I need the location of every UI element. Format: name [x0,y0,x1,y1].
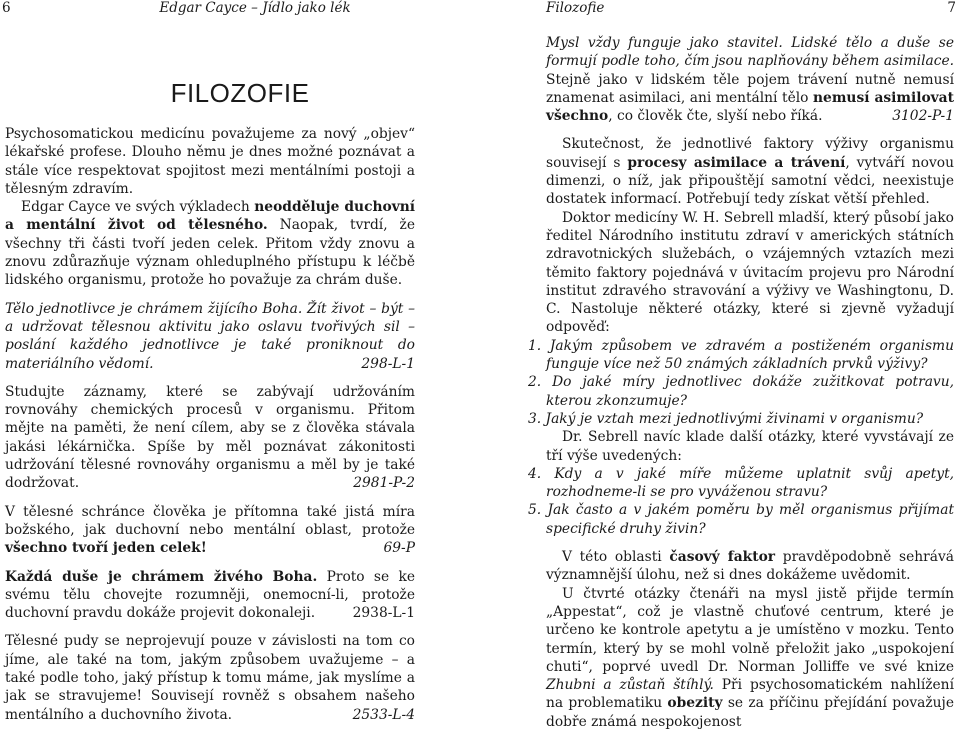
left-quote-1-ref: 298-L-1 [361,355,415,372]
left-page [0,0,480,723]
left-quote-5: Tělesné pudy se neprojevují pouze v závislosti na tom co jíme, ale také na tom, jakým způsobem uvažujeme – a také podle toho, jaký přístup k tomu máme, jak myslíme a jak se stravujeme! Souvisejí rovněž s obsahem našeho mentálního a duchovního života. 2533-L-4 [5,633,415,723]
left-paragraph-2: Edgar Cayce ve svých výkladech neodděluje duchovní a mentální život od tělesného. Naopak, tvrdí, že všechny tři části tvoří jeden celek. Přitom vždy znovu a znovu zdůrazňuje význam ohleduplného přístupu k léčbě lidského organismu, protože ho považuje za chrám duše. [5,199,415,289]
left-text-column [5,125,415,724]
question-2: 2. Do jaké míry jednotlivec dokáže zužitkovat potravu, kterou zkonzumuje? [528,374,954,409]
question-4: 4. Kdy a v jaké míře můžeme uplatnit svůj apetyt, rozhodneme-li se pro vyváženou stravu? [528,465,954,501]
left-quote-4: Každá duše je chrámem živého Boha. Proto se ke svému tělu chovejte rozumněji, onemocní-li, protože duchovní pravdu dokáže projevit dokonaleji. 2938-L-1 [5,568,415,622]
right-paragraph-5: V této oblasti časový faktor pravděpodobně sehrává významnější úlohu, než si dnes dokážeme uvědomit. [546,549,954,584]
right-text-column [528,34,954,731]
left-paragraph-1: Psychosomatickou medicínu považujeme za nový „objev“ lékařské profese. Dlouho němu je dnes možné poznávat a stále více respektovat spojitost mezi mentálními postoji a tělesným zdravím. [5,126,415,197]
right-paragraph-3: Doktor medicíny W. H. Sebrell mladší, který působí jako ředitel Národního institutu zdraví v amerických státních zdravotnických služebách, o vzájemných vztazích mezi těmito faktory pojednává v úvitacím projevu pro Národní institut zdravého stravování a výživy ve Washingtonu, D. C. Nastoluje některé otázky, které si zjevně vyžadují odpověď: [546,209,954,336]
left-quote-2: Studujte záznamy, které se zabývají udržováním rovnováhy chemických procesů v organismu. Přitom mějte na paměti, že není cílem, aby se z člověka stávala jakási lékárnička. Spíše by měl poznávat zákonitosti udržování tělesné rovnováhy organismu a měl by je také dodržovat. 2981-P-2 [5,383,415,492]
right-page-number: 7 [947,0,956,16]
left-quote-4-ref: 2938-L-1 [352,605,415,622]
question-1: 1. Jakým způsobem ve zdravém a postiženém organismu funguje více než 50 známých základních prvků výživy? [528,337,954,373]
left-quote-2-ref: 2981-P-2 [353,475,415,492]
left-header [0,0,480,18]
right-paragraph-2: Skutečnost, že jednotlivé faktory výživy organismu souvisejí s procesy asimilace a trávení, vytváří novou dimenzi, o níž, jak připouštějí samotní vědci, neexistuje dostatek informací. Potřebují tedy získat větší přehled. [546,136,954,208]
right-quote-1: Mysl vždy funguje jako stavitel. Lidské tělo a duše se formují podle toho, čím jsou naplňovány během asimilace. Stejně jako v lidském těle pojem trávení nutně nemusí znamenat asimilaci, ani mentální tělo nemusí asimilovat všechno, co člověk čte, slyší nebo říká. 3102-P-1 [546,35,954,125]
left-quote-3-ref: 69-P [383,540,415,557]
left-running-head: Edgar Cayce – Jídlo jako lék [159,0,351,16]
right-header [480,0,960,18]
question-5: 5. Jak často a v jakém poměru by měl organismus přijímat specifické druhy živin? [528,502,954,537]
left-quote-5-ref: 2533-L-4 [352,706,415,723]
right-paragraph-4: Dr. Sebrell navíc klade další otázky, které vyvstávají ze tří výše uvedených: [546,429,954,464]
left-quote-3: V tělesné schránce člověka je přítomna také jistá míra božského, jak duchovní nebo mentální oblast, protože všechno tvoří jeden celek! 69-P [5,503,415,557]
right-paragraph-6: U čtvrté otázky čtenáři na mysl jistě přijde termín „Appestat“, což je vlastně chuťové centrum, které je určeno ke kontrole apetytu a je umístěno v mozku. Tento termín, který by se mohl volně přeložit jako „uspokojení chuti“, poprvé uvedl Dr. Norman Jolliffe ve své knize Zhubni a zůstaň štíhlý. Při psychosomatickém nahlížení na problematiku obezity se za příčinu přejídání považuje dobře známá nespokojenost [546,585,954,730]
left-quote-1: Tělo jednotlivce je chrámem žijícího Boha. Žít život – být – a udržovat tělesnou aktivitu jako oslavu tvořivých sil – poslání každého jednotlivce je také proniknout do materiálního vědomí. 298-L-1 [5,300,415,372]
chapter-title: FILOZOFIE [170,78,310,108]
question-3: 3. Jaký je vztah mezi jednotlivými živinami v organismu? [528,410,924,427]
left-page-number: 6 [2,0,11,16]
right-running-head: Filozofie [546,0,605,16]
right-page [480,0,960,730]
right-quote-1-ref: 3102-P-1 [892,108,954,125]
